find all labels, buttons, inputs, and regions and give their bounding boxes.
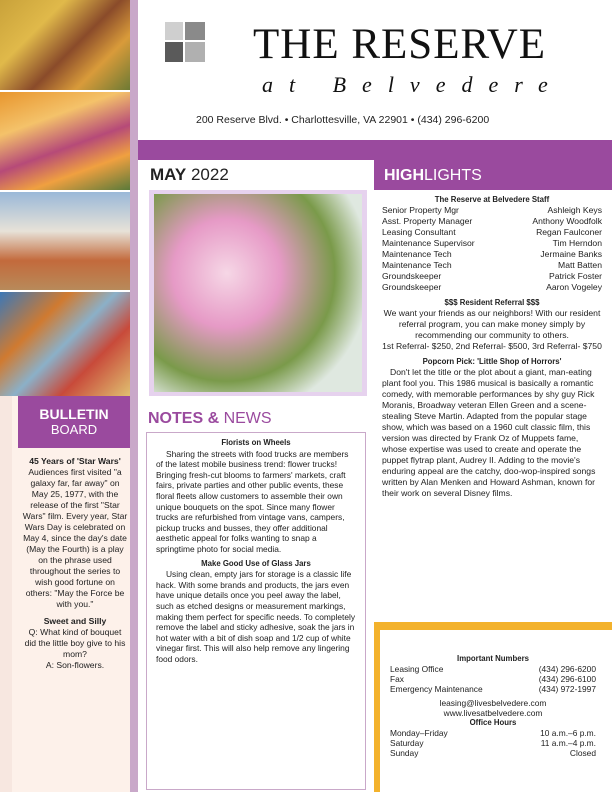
newsletter-title: THE RESERVE [253, 21, 547, 68]
pansy-flowers-photo [154, 194, 362, 392]
sweet-silly-heading: Sweet and Silly [43, 616, 107, 626]
staff-row: Groundskeeper Aaron Vogeley [382, 282, 602, 292]
hours-row: Saturday 11 a.m.–4 p.m. [390, 738, 596, 748]
paint-palette-photo [0, 292, 130, 396]
notes-news-title: NOTES & NEWS [148, 410, 272, 427]
jars-heading: Make Good Use of Glass Jars [201, 558, 311, 568]
bulletin-title: BULLETIN [39, 406, 109, 422]
number-row: Fax (434) 296-6100 [390, 674, 596, 684]
number-row: Leasing Office (434) 296-6200 [390, 664, 596, 674]
flower-photo-1 [0, 0, 130, 90]
numbers-heading: Important Numbers [457, 654, 529, 663]
popcorn-heading: Popcorn Pick: 'Little Shop of Horrors' [422, 357, 562, 366]
riddle-question: Q: What kind of bouquet did the little boy give to his mom? [24, 627, 126, 659]
florists-heading: Florists on Wheels [221, 438, 291, 447]
staff-heading: The Reserve at Belvedere Staff [434, 195, 550, 204]
lavender-strip [130, 0, 138, 792]
hours-row: Sunday Closed [390, 748, 596, 758]
numbers-content [390, 654, 596, 758]
flower-photo-2 [0, 92, 130, 190]
referral-heading: $$$ Resident Referral $$$ [444, 298, 540, 307]
website-link[interactable]: www.livesatbelvedere.com [443, 708, 543, 718]
bulletin-content [22, 456, 128, 671]
referral-amounts: 1st Referral- $250, 2nd Referral- $500, 3rd Referral- $750 [382, 341, 602, 351]
jars-text: Using clean, empty jars for storage is a classic life hack. With some brands and products, the jars even have unique details once you peel away the label, such as etched designs or measurement markings, making them perfect for specific needs. To completely remove the label and sticky adhesive, soak the jars in hot water with a bit of dish soap and 1/2 cup of white vinegar first. This will also help remove any lingering food odors. [156, 569, 356, 664]
staff-row: Leasing Consultant Regan Faulconer [382, 227, 602, 237]
staff-row: Groundskeeper Patrick Foster [382, 271, 602, 281]
star-wars-text: Audiences first visited "a galaxy far, far away" on May 25, 1977, with the release of the first "Star Wars" film. Every year, Star Wars Day is celebrated on May 4, since the day's date (May the Fourth) is a play on the phrase used throughout the series to wish good fortune on others: "May the Force be with you." [22, 467, 128, 609]
board-title: BOARD [50, 422, 98, 437]
referral-text: We want your friends as our neighbors! With our resident referral program, you can make money simply by recommending our community to others. [383, 308, 601, 340]
popcorn-text: Don't let the title or the plot about a giant, man-eating plant fool you. This 1986 musical is basically a romantic comedy, with memorable performances by shy guy Rick Moranis, Broadway veteran Ellen Green and a scene-stealing Steve Martin. Adapted from the popular stage show, which was based on a 1960 cult classic film, this version was directed by Frank Oz of Muppets fame, whose expertise was used to create and operate the puppet flytrap plant, Audrey II. Adding to the movie's enduring appeal are the catchy, doo-wop-inspired songs written by Alan Menken and Howard Ashman, known for their work on several Disney films. [382, 367, 596, 498]
email-link[interactable]: leasing@livesbelvedere.com [439, 698, 547, 708]
notes-content [156, 438, 356, 664]
hours-row: Monday–Friday 10 a.m.–6 p.m. [390, 728, 596, 738]
staff-row: Maintenance Tech Jermaine Banks [382, 249, 602, 259]
photo-column [0, 0, 130, 396]
purple-band [138, 140, 612, 160]
hours-heading: Office Hours [469, 718, 517, 727]
highlights-title: HIGHLIGHTS [384, 167, 482, 184]
staff-row: Maintenance Tech Matt Batten [382, 260, 602, 270]
issue-date: MAY 2022 [150, 165, 229, 184]
bulletin-board-header [18, 396, 130, 448]
newsletter-subtitle: at Belvedere [262, 72, 564, 97]
butterfly-photo [0, 192, 130, 290]
number-row: Emergency Maintenance (434) 972-1997 [390, 684, 596, 694]
staff-row: Senior Property Mgr Ashleigh Keys [382, 205, 602, 215]
highlights-content [382, 194, 602, 499]
address-line: 200 Reserve Blvd. • Charlottesville, VA 22901 • (434) 296-6200 [196, 114, 490, 126]
staff-row: Maintenance Supervisor Tim Herndon [382, 238, 602, 248]
florists-text: Sharing the streets with food trucks are members of the latest mobile business trend: flower trucks! Bringing fresh-cut blooms to farmers' markets, craft fairs, private parties and other public events, these floral fleets allow customers to assemble their own unique bouquets on the spot. Since many flower trucks are refurbished from vintage vans, campers, pickup trucks and busses, they offer additional aesthetic appeal for folks wanting to snap a springtime photo for social media. [156, 448, 349, 554]
star-wars-heading: 45 Years of 'Star Wars' [29, 456, 121, 466]
riddle-answer: A: Son-flowers. [45, 660, 105, 670]
staff-row: Asst. Property Manager Anthony Woodfolk [382, 216, 602, 226]
logo-mark-icon [165, 22, 205, 62]
